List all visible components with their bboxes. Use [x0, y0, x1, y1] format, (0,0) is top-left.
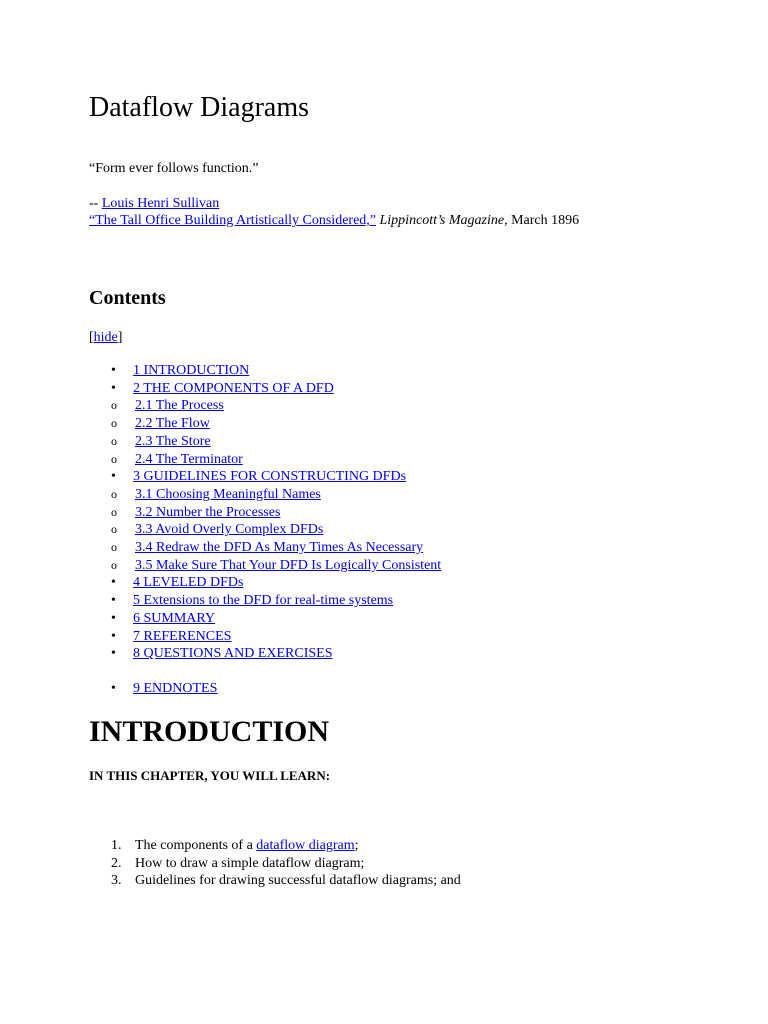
toc-subitem-names: [89, 486, 729, 504]
list-number: 1.: [111, 838, 122, 853]
toc-item-components: [89, 380, 729, 398]
introduction-heading: INTRODUCTION: [89, 715, 330, 748]
toc-link[interactable]: 2.3 The Store: [135, 433, 211, 449]
toc-item-introduction: [89, 362, 729, 380]
toc-link[interactable]: 3.4 Redraw the DFD As Many Times As Necessary: [135, 540, 424, 556]
list-text: How to draw a simple dataflow diagram;: [135, 855, 365, 871]
toc-subitem-process: [89, 397, 729, 415]
hide-toggle-link[interactable]: hide: [93, 330, 118, 345]
toc-link[interactable]: 8 QUESTIONS AND EXERCISES: [133, 646, 333, 662]
list-item: [89, 855, 461, 873]
epigraph-dash: --: [89, 196, 99, 211]
toc-link[interactable]: 2 THE COMPONENTS OF A DFD: [133, 380, 334, 396]
toggle-open-bracket: [: [89, 330, 94, 345]
contents-toggle: [89, 329, 122, 347]
list-text: The components of a: [135, 838, 257, 853]
epigraph-attribution: [89, 195, 219, 213]
publication-name: Lippincott’s Magazine,: [379, 213, 508, 228]
list-number: 3.: [111, 873, 122, 889]
toc-subitem-flow: [89, 415, 729, 433]
toc-item-questions: [89, 645, 729, 663]
dataflow-diagram-link[interactable]: dataflow diagram: [256, 838, 355, 853]
epigraph-quote: “Form ever follows function.”: [89, 161, 259, 176]
toc-link[interactable]: 3.5 Make Sure That Your DFD Is Logically Consistent: [135, 557, 442, 573]
toc-subitem-redraw: [89, 539, 729, 557]
toc-link[interactable]: 1 INTRODUCTION: [133, 363, 250, 378]
toc-link[interactable]: 4 LEVELED DFDs: [133, 575, 244, 591]
epigraph-source: [89, 212, 579, 230]
toc-subitem-terminator: [89, 451, 729, 469]
toc-subitem-number: [89, 504, 729, 522]
toc-link[interactable]: 9 ENDNOTES: [133, 680, 218, 696]
toc-link[interactable]: 7 REFERENCES: [133, 628, 232, 644]
author-link[interactable]: Louis Henri Sullivan: [101, 196, 220, 211]
list-text: Guidelines for drawing successful dataflow diagrams; and: [135, 873, 461, 889]
list-item: [89, 872, 461, 890]
toc-item-guidelines: [89, 468, 729, 486]
learning-objectives-list: [89, 837, 461, 890]
toc-item-references: [89, 628, 729, 646]
list-item: [89, 837, 461, 855]
toc-link[interactable]: 2.4 The Terminator: [135, 451, 243, 467]
learn-heading: IN THIS CHAPTER, YOU WILL LEARN:: [89, 768, 331, 783]
table-of-contents: [89, 362, 729, 698]
toc-link[interactable]: 3 GUIDELINES FOR CONSTRUCTING DFDs: [133, 469, 407, 485]
toc-link[interactable]: 2.1 The Process: [135, 398, 224, 414]
page-title: Dataflow Diagrams: [89, 92, 310, 123]
contents-heading: Contents: [89, 287, 166, 309]
toc-subitem-store: [89, 433, 729, 451]
toc-item-endnotes: [89, 680, 729, 698]
toc-link[interactable]: 3.1 Choosing Meaningful Names: [135, 486, 321, 502]
toc-item-summary: [89, 610, 729, 628]
toc-item-extensions: [89, 592, 729, 610]
toc-link[interactable]: 6 SUMMARY: [133, 610, 216, 626]
toggle-close-bracket: ]: [117, 330, 123, 345]
publication-date: March 1896: [511, 213, 580, 228]
list-number: 2.: [111, 855, 122, 871]
toc-link[interactable]: 3.2 Number the Processes: [135, 504, 281, 520]
toc-link[interactable]: 5 Extensions to the DFD for real-time systems: [133, 593, 394, 609]
toc-subitem-consistent: [89, 557, 729, 575]
toc-link[interactable]: 2.2 The Flow: [135, 416, 210, 432]
toc-link[interactable]: 3.3 Avoid Overly Complex DFDs: [135, 522, 324, 538]
list-text-suffix: ;: [354, 838, 359, 853]
toc-subitem-complex: [89, 521, 729, 539]
toc-item-leveled: [89, 574, 729, 592]
article-link[interactable]: “The Tall Office Building Artistically Considered,”: [89, 213, 376, 228]
